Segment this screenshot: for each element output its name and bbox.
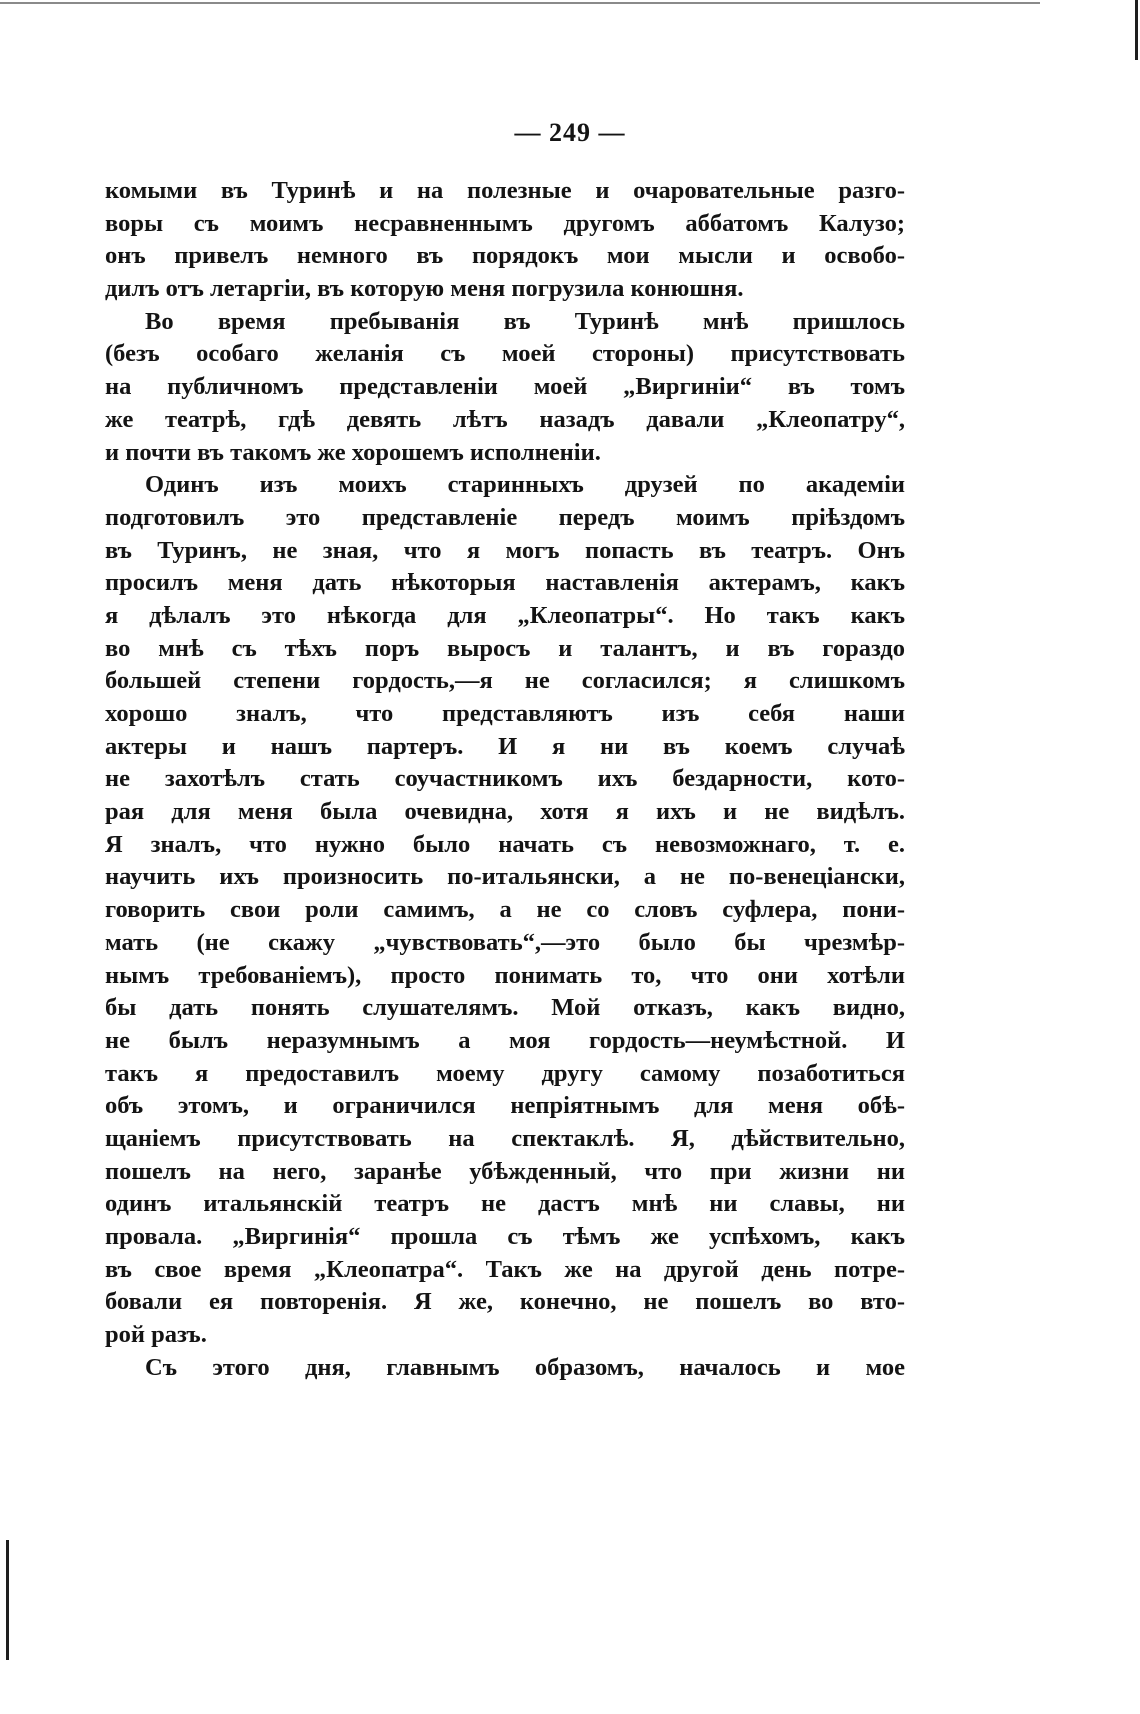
text-line: во мнѣ съ тѣхъ поръ выросъ и талантъ, и въ гораздо [105,634,905,662]
text-line: хорошо зналъ, что представляютъ изъ себя наши [105,700,905,727]
text-line: одинъ итальянскій театръ не дастъ мнѣ ни славы, ни [105,1190,905,1218]
text-line: объ этомъ, и ограничился непріятнымъ для меня обѣ- [105,1092,905,1120]
text-line: же театрѣ, гдѣ девять лѣтъ назадъ давали „Клеопатру“, [105,405,905,433]
text-line: такъ я предоставилъ моему другу самому позаботиться [105,1059,905,1087]
page-number: — 249 — [514,118,626,147]
text-line: подготовилъ это представленіе передъ моимъ пріѣздомъ [105,503,905,531]
text-line: въ Туринъ, не зная, что я могъ попасть въ театръ. Онъ [105,536,905,564]
text-line: большей степени гордость,—я не согласился; я слишкомъ [105,667,905,695]
text-line: я дѣлалъ это нѣкогда для „Клеопатры“. Но такъ какъ [105,601,905,629]
text-line: воры съ моимъ несравненнымъ другомъ аббатомъ Калузо; [105,209,905,237]
text-line: говорить свои роли самимъ, а не со словъ суфлера, пони- [105,896,905,924]
text-line: и почти въ такомъ же хорошемъ исполненіи. [105,438,601,466]
text-line: пошелъ на него, заранѣе убѣжденный, что при жизни ни [105,1157,905,1185]
text-line: Во время пребыванія въ Туринѣ мнѣ пришлось [145,307,905,335]
body-text [105,175,905,1384]
text-line: не захотѣлъ стать соучастникомъ ихъ бездарности, кото- [105,765,905,793]
text-line: бы дать понять слушателямъ. Мой отказъ, какъ видно, [105,994,905,1022]
text-line: щаніемъ присутствовать на спектаклѣ. Я, дѣйствительно, [105,1124,905,1152]
text-line: актеры и нашъ партеръ. И я ни въ коемъ случаѣ [105,732,905,760]
text-line: комыми въ Туринѣ и на полезные и очаровательные разго- [105,177,905,204]
text-line: не былъ неразумнымъ а моя гордость—неумѣстной. И [105,1026,905,1054]
text-line: провала. „Виргинія“ прошла съ тѣмъ же успѣхомъ, какъ [105,1223,905,1250]
text-line: рой разъ. [105,1321,207,1349]
text-line: онъ привелъ немного въ порядокъ мои мысли и освобо- [105,242,905,270]
text-line: научить ихъ произносить по-итальянски, а не по-венеціански, [105,863,905,891]
text-line: Я зналъ, что нужно было начать съ невозможнаго, т. е. [105,830,905,858]
text-line: Съ этого дня, главнымъ образомъ, началось и мое [145,1353,905,1381]
text-line: нымъ требованіемъ), просто понимать то, что они хотѣли [105,961,905,989]
scan-edge-right [1135,0,1138,60]
text-line: просилъ меня дать нѣкоторыя наставленія актерамъ, какъ [105,569,905,597]
text-line: мать (не скажу „чувствовать“,—это было бы чрезмѣр- [105,928,905,956]
scan-edge-left [6,1540,9,1660]
text-line: (безъ особаго желанія съ моей стороны) присутствовать [105,340,905,368]
text-line: бовали ея повторенія. Я же, конечно, не пошелъ во вто- [105,1288,905,1316]
text-line: въ свое время „Клеопатра“. Такъ же на другой день потре- [105,1255,905,1283]
scan-edge-top [0,2,1040,4]
text-line: рая для меня была очевидна, хотя я ихъ и не видѣлъ. [105,798,905,826]
text-line: дилъ отъ летаргіи, въ которую меня погрузила конюшня. [105,275,744,303]
text-line: Одинъ изъ моихъ старинныхъ друзей по академіи [145,471,905,499]
text-line: на публичномъ представленіи моей „Виргиніи“ въ томъ [105,373,905,401]
